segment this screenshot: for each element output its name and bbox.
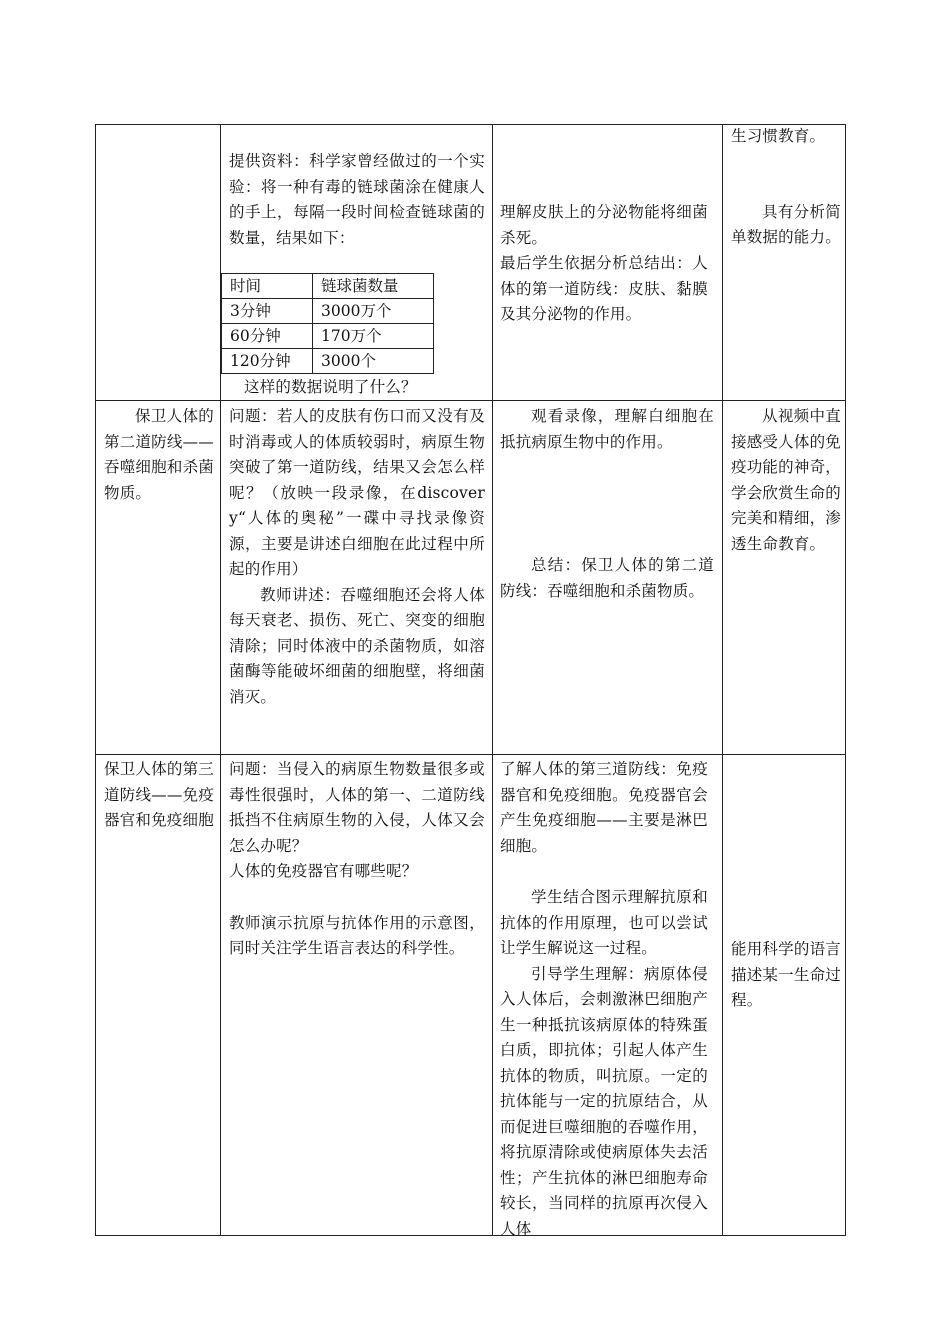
row1-col4 [731, 124, 841, 251]
data-question-text: 这样的数据说明了什么？ [244, 378, 417, 396]
teacher-demo-text: 教师演示抗原与抗体作用的示意图，同时关注学生语言表达的科学性。 [229, 913, 485, 957]
table-cell-count: 3000万个 [313, 299, 434, 324]
row-divider-2 [95, 754, 846, 755]
habit-education-text: 生习惯教育。 [731, 127, 826, 145]
antigen-antibody-explanation: 引导学生理解：病原体侵入人体后，会刺激淋巴细胞产生一种抵抗该病原体的特殊蛋白质，即抗体；引起人体产生抗体的物质，叫抗原。一定的抗体能与一定的抗原结合，从而促进巨噬细胞的吞噬作用，将抗原清除或使病原体失去活性；产生抗体的淋巴细胞寿命较长，当同样的抗原再次侵入人体 [500, 964, 708, 1238]
skin-secretion-text: 理解皮肤上的分泌物能将细菌杀死。 [500, 203, 708, 247]
row3-col4 [731, 937, 841, 1014]
row2-col1 [104, 404, 214, 506]
row1-col2-question [244, 376, 484, 398]
table-cell-count: 170万个 [313, 324, 434, 349]
table-right-border [845, 124, 846, 1236]
table-cell-time: 3分钟 [222, 299, 313, 324]
first-defense-summary-text: 最后学生依据分析总结出：人体的第一道防线：皮肤、黏膜及其分泌物的作用。 [500, 254, 708, 323]
third-defense-question: 问题：当侵入的病原生物数量很多或毒性很强时，人体的第一、二道防线抵挡不住病原生物的入侵，人体又会怎么办呢？ [229, 760, 485, 855]
table-header-row [222, 274, 434, 299]
phagocyte-explanation: 教师讲述：吞噬细胞还会将人体每天衰老、损伤、死亡、突变的细胞清除；同时体液中的杀菌物质，如溶菌酶等能破坏细菌的细胞壁，将细菌消灭。 [229, 585, 485, 706]
table-cell-time: 120分钟 [222, 349, 313, 374]
row2-col4 [731, 404, 841, 557]
life-education-text: 从视频中直接感受人体的免疫功能的神奇，学会欣赏生命的完美和精细，渗透生命教育。 [731, 407, 841, 553]
table-row [222, 349, 434, 374]
table-row [222, 324, 434, 349]
antigen-antibody-task: 学生结合图示理解抗原和抗体的作用原理，也可以尝试让学生解说这一过程。 [500, 888, 708, 957]
table-bottom-border [95, 1235, 846, 1236]
table-header-count: 链球菌数量 [313, 274, 434, 299]
streptococcus-data-table [221, 273, 434, 374]
second-defense-question: 问题：若人的皮肤有伤口而又没有及时消毒或人的体质较弱时，病原生物突破了第一道防线，结果又会怎么样呢？（放映一段录像，在discovery“人体的奥秘”一碟中寻找录像资源，主要是讲述白细胞在此过程中所起的作用） [229, 407, 485, 578]
table-left-border [95, 124, 96, 1236]
third-defense-intro: 了解人体的第三道防线：免疫器官和免疫细胞。免疫器官会产生免疫细胞——主要是淋巴细胞。 [500, 760, 708, 855]
column-divider-2 [492, 124, 493, 1236]
table-header-time: 时间 [222, 274, 313, 299]
table-cell-time: 60分钟 [222, 324, 313, 349]
row3-col1 [104, 757, 214, 834]
scientific-language-text: 能用科学的语言描述某一生命过程。 [731, 940, 841, 1009]
second-defense-title: 保卫人体的第二道防线——吞噬细胞和杀菌物质。 [104, 407, 214, 502]
row3-col2 [229, 757, 485, 962]
immune-organs-question: 人体的免疫器官有哪些呢？ [229, 862, 418, 880]
table-cell-count: 3000个 [313, 349, 434, 374]
row2-col2 [229, 404, 485, 710]
row3-col3 [500, 757, 708, 1242]
analysis-ability-text: 具有分析简单数据的能力。 [731, 202, 841, 246]
experiment-intro-text: 提供资料：科学家曾经做过的一个实验：将一种有毒的链球菌涂在健康人的手上，每隔一段时间检查链球菌的数量，结果如下： [229, 152, 485, 247]
third-defense-title: 保卫人体的第三道防线——免疫器官和免疫细胞 [104, 760, 214, 829]
watch-video-text: 观看录像，理解白细胞在抵抗病原生物中的作用。 [500, 407, 714, 451]
table-row [222, 299, 434, 324]
row-divider-1 [95, 400, 846, 401]
row1-col3 [500, 200, 708, 328]
second-defense-summary: 总结：保卫人体的第二道防线：吞噬细胞和杀菌物质。 [500, 556, 714, 600]
row2-col3 [500, 404, 714, 604]
column-divider-3 [722, 124, 723, 1236]
row1-col2-intro [229, 149, 485, 251]
